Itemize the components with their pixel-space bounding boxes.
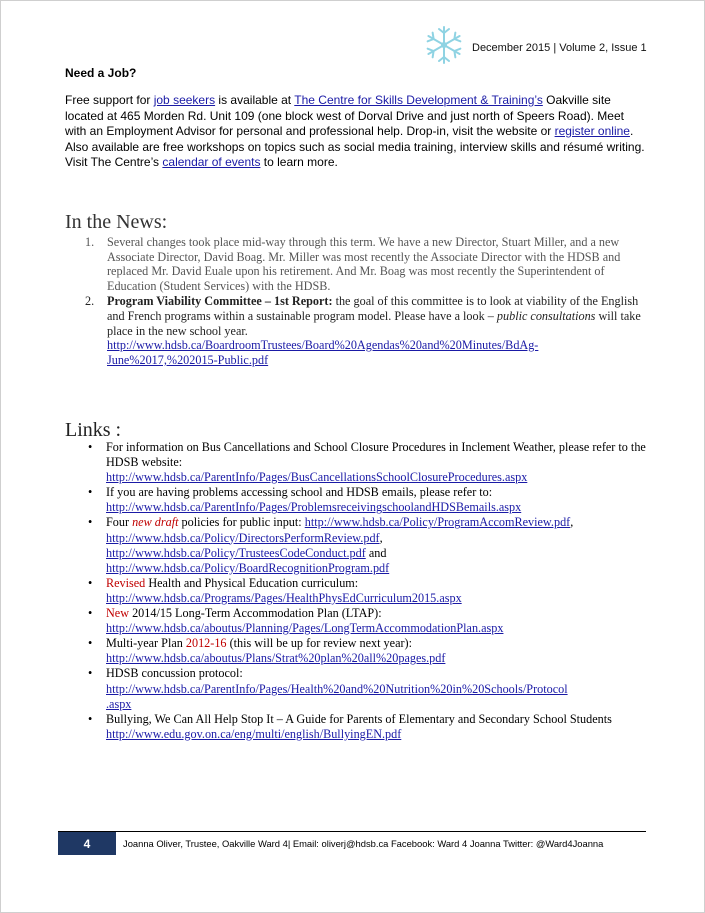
policy-link-4[interactable]: http://www.hdsb.ca/Policy/BoardRecognitionProgram.pdf bbox=[106, 560, 390, 575]
page-number: 4 bbox=[58, 832, 116, 855]
list-item-text: If you are having problems accessing school and HDSB emails, please refer to: bbox=[106, 485, 493, 500]
bullet: • bbox=[88, 606, 93, 621]
list-item-text: Bullying, We Can All Help Stop It – A Guide for Parents of Elementary and Secondary School Students bbox=[106, 711, 612, 726]
ltap-link[interactable]: http://www.hdsb.ca/aboutus/Planning/Pages/LongTermAccommodationPlan.aspx bbox=[106, 621, 504, 636]
calendar-events-link[interactable]: calendar of events bbox=[162, 155, 261, 170]
plan-years-label: 2012-16 bbox=[185, 636, 227, 651]
multi-year-plan-link[interactable]: http://www.hdsb.ca/aboutus/Plans/Strat%20plan%20all%20pages.pdf bbox=[106, 651, 446, 666]
list-item bbox=[88, 515, 648, 575]
centre-skills-link[interactable]: The Centre for Skills Development & Training’s bbox=[294, 93, 543, 107]
bullet: • bbox=[88, 440, 93, 454]
issue-label: December 2015 | Volume 2, Issue 1 bbox=[472, 42, 647, 54]
list-item-text: Multi-year Plan bbox=[106, 636, 186, 651]
job-text-3: Oakville site located at 465 Morden Rd. Unit 109 (one block west of Dorval Drive and just north of Speers Road). Meet with an Employment Advisor for personal and professional help. Drop-in, visit the website or bbox=[65, 93, 624, 139]
list-item-text: Health and Physical Education curriculum: bbox=[145, 575, 359, 590]
list-item bbox=[88, 712, 648, 742]
news-heading: In the News: bbox=[65, 211, 168, 233]
news-item-text: Several changes took place mid-way through this term. We have a new Director, Stuart Miller, and a new Associate Director, David Boag. Mr. Miller was most recently the Associate Director with the HDSB and replaced Mr. David Euale upon his retirement. And Mr. Boag was most recently the Superintendent of Education (Student Services) with the HDSB. bbox=[107, 235, 621, 293]
policy-link-2[interactable]: http://www.hdsb.ca/Policy/DirectorsPerformReview.pdf bbox=[106, 530, 380, 545]
footer-contact: Joanna Oliver, Trustee, Oakville Ward 4| Email: oliverj@hdsb.ca Facebook: Ward 4 Joanna Twitter: @Ward4Joanna bbox=[123, 838, 604, 849]
bullet: • bbox=[88, 666, 93, 681]
list-item-text: HDSB concussion protocol: bbox=[106, 666, 243, 681]
job-section-title: Need a Job? bbox=[65, 66, 137, 80]
separator: , bbox=[379, 530, 383, 545]
news-item-number: 2. bbox=[85, 294, 95, 309]
revised-label: Revised bbox=[106, 575, 146, 590]
bullet: • bbox=[88, 636, 93, 651]
list-item bbox=[88, 606, 648, 636]
policy-link-3[interactable]: http://www.hdsb.ca/Policy/TrusteesCodeConduct.pdf bbox=[106, 545, 366, 560]
snowflake-icon bbox=[424, 25, 464, 65]
footer-divider bbox=[58, 831, 646, 832]
news-item-text-2: will take place in the new school year. bbox=[107, 308, 641, 338]
job-paragraph bbox=[65, 93, 645, 171]
news-item-text: the goal of this committee is to look at viability of the English and French programs within a sustainable program model. Please have a look – bbox=[107, 294, 639, 323]
committee-report-link[interactable]: http://www.hdsb.ca/BoardroomTrustees/Board%20Agendas%20and%20Minutes/BdAg- June%2017,%202015-Public.pdf bbox=[107, 338, 539, 367]
public-consultations-text: public consultations bbox=[496, 308, 596, 323]
list-item bbox=[88, 636, 648, 666]
links-list bbox=[88, 440, 648, 742]
list-item bbox=[88, 485, 648, 515]
bullet: • bbox=[88, 711, 93, 726]
list-item-text: and bbox=[365, 545, 387, 560]
list-item-text: policies for public input: bbox=[178, 515, 305, 530]
job-text-1: Free support for bbox=[65, 93, 154, 107]
bullet: • bbox=[88, 515, 93, 530]
job-text-2: is available at bbox=[215, 93, 295, 107]
new-draft-label: new draft bbox=[132, 515, 179, 530]
bullet: • bbox=[88, 575, 93, 590]
list-item-text: For information on Bus Cancellations and School Closure Procedures in Inclement Weather, please refer to the HDSB website: bbox=[106, 440, 646, 470]
bullet: • bbox=[88, 485, 93, 500]
health-curriculum-link[interactable]: http://www.hdsb.ca/Programs/Pages/HealthPhysEdCurriculum2015.aspx bbox=[106, 590, 462, 605]
job-text-5: to learn more. bbox=[260, 155, 338, 170]
list-item-text: (this will be up for review next year): bbox=[226, 636, 412, 651]
job-seekers-link[interactable]: job seekers bbox=[153, 93, 216, 107]
news-item-1 bbox=[85, 235, 645, 293]
list-item-text: 2014/15 Long-Term Accommodation Plan (LTAP): bbox=[129, 606, 382, 621]
committee-title: Program Viability Committee – 1st Report: bbox=[107, 294, 333, 309]
policy-link-1[interactable]: http://www.hdsb.ca/Policy/ProgramAccomReview.pdf bbox=[304, 515, 571, 530]
concussion-protocol-link[interactable]: http://www.hdsb.ca/ParentInfo/Pages/Health%20and%20Nutrition%20in%20Schools/Protocol .aspx bbox=[106, 681, 568, 711]
news-item-2 bbox=[85, 294, 645, 367]
links-heading: Links : bbox=[65, 419, 122, 441]
separator: , bbox=[570, 515, 574, 530]
list-item bbox=[88, 440, 648, 485]
register-online-link[interactable]: register online bbox=[554, 124, 630, 139]
email-problems-link[interactable]: http://www.hdsb.ca/ParentInfo/Pages/ProblemsreceivingschoolandHDSBemails.aspx bbox=[106, 500, 522, 515]
bullying-guide-link[interactable]: http://www.edu.gov.on.ca/eng/multi/english/BullyingEN.pdf bbox=[106, 726, 402, 741]
bus-cancellations-link[interactable]: http://www.hdsb.ca/ParentInfo/Pages/BusCancellationsSchoolClosureProcedures.aspx bbox=[106, 470, 528, 485]
list-item bbox=[88, 666, 648, 711]
news-list bbox=[85, 235, 645, 367]
new-label: New bbox=[106, 606, 130, 621]
job-text-4: . Also available are free workshops on topics such as social media training, interview skills and résumé writing. Visit The Centre’s bbox=[65, 124, 645, 170]
news-item-number: 1. bbox=[85, 235, 95, 249]
list-item bbox=[88, 576, 648, 606]
list-item-text: Four bbox=[106, 515, 133, 530]
